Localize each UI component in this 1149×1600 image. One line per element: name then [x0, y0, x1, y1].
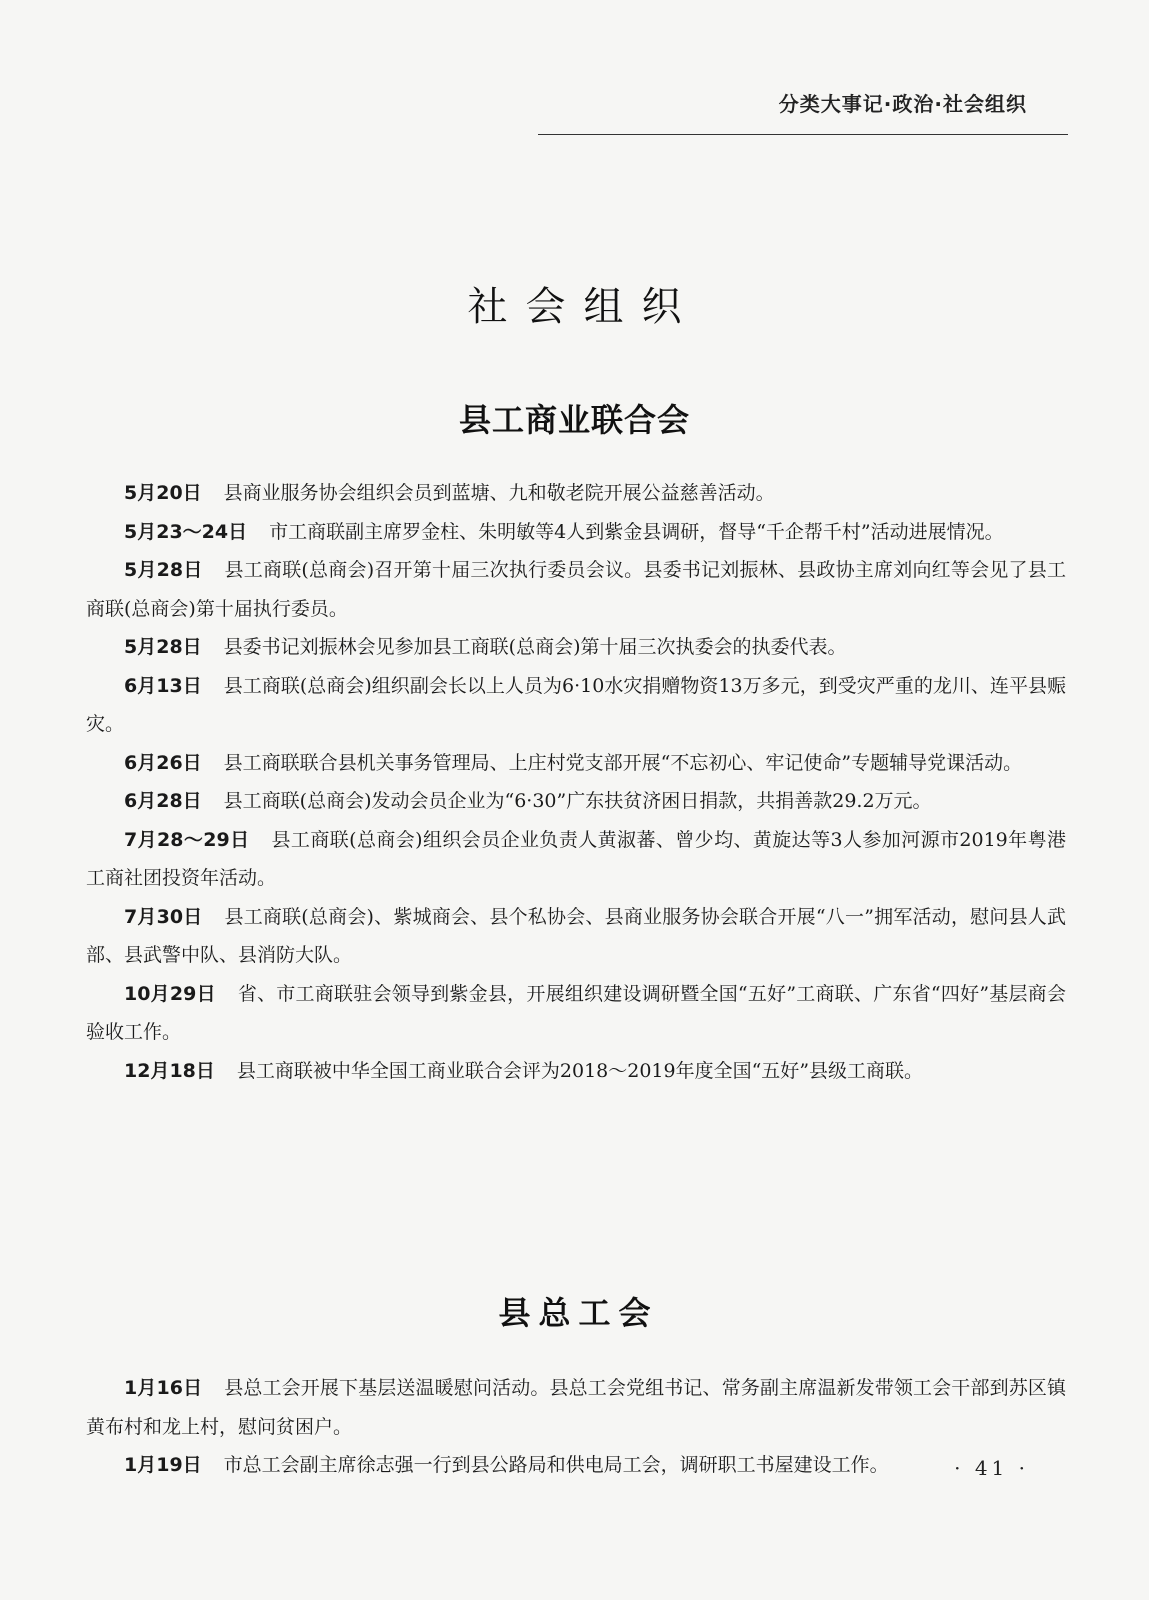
entry-text: 县委书记刘振林会见参加县工商联(总商会)第十届三次执委会的执委代表。: [223, 636, 847, 658]
entry-date: 10月29日: [124, 982, 216, 1005]
federation-entries: [86, 474, 1066, 1090]
entry-text: 县工商联(总商会)发动会员企业为“6·30”广东扶贫济困日捐款，共捐善款29.2万元。: [223, 790, 932, 812]
entry-date: 7月28～29日: [124, 828, 250, 851]
entry-date: 5月28日: [124, 559, 203, 581]
entry-text: 县商业服务协会组织会员到蓝塘、九和敬老院开展公益慈善活动。: [223, 482, 775, 504]
entry-text: 县工商联(总商会)、紫城商会、县个私协会、县商业服务协会联合开展“八一”拥军活动，慰问县人武部、县武警中队、县消防大队。: [86, 905, 1066, 966]
list-item: [86, 782, 1066, 821]
entry-date: 6月13日: [124, 674, 202, 697]
entry-date: 12月18日: [124, 1059, 215, 1082]
list-item: [86, 474, 1066, 513]
list-item: [86, 667, 1066, 744]
list-item: [86, 1446, 1066, 1485]
entry-date: 6月28日: [124, 790, 202, 812]
entry-text: 县工商联(总商会)组织会员企业负责人黄淑蕃、曾少均、黄旋达等3人参加河源市2019年粤港工商社团投资年活动。: [86, 828, 1066, 889]
entry-text: 县工商联联合县机关事务管理局、上庄村党支部开展“不忘初心、牢记使命”专题辅导党课活动。: [223, 751, 1023, 774]
chapter-title: 社会组织: [467, 284, 700, 330]
page-number: · 41 ·: [954, 1456, 1029, 1480]
entry-date: 5月28日: [124, 636, 202, 658]
list-item: [86, 898, 1066, 975]
entry-date: 1月16日: [124, 1377, 203, 1399]
trade-union-entries: [86, 1369, 1066, 1485]
entry-date: 5月20日: [124, 482, 202, 504]
list-item: [86, 628, 1066, 667]
entry-date: 1月19日: [124, 1454, 202, 1476]
list-item: [86, 975, 1066, 1052]
list-item: [86, 1052, 1066, 1091]
list-item: [86, 1369, 1066, 1446]
entry-text: 县工商联(总商会)召开第十届三次执行委员会议。县委书记刘振林、县政协主席刘向红等会见了县工商联(总商会)第十届执行委员。: [86, 559, 1066, 620]
entry-text: 省、市工商联驻会领导到紫金县，开展组织建设调研暨全国“五好”工商联、广东省“四好”基层商会验收工作。: [86, 982, 1066, 1043]
list-item: [86, 551, 1066, 628]
list-item: [86, 744, 1066, 783]
entry-date: 5月23～24日: [124, 520, 248, 543]
section-title-trade-union: 县总工会: [498, 1294, 659, 1332]
entry-text: 县总工会开展下基层送温暖慰问活动。县总工会党组书记、常务副主席温新发带领工会干部到苏区镇黄布村和龙上村，慰问贫困户。: [86, 1377, 1066, 1438]
entry-text: 县工商联(总商会)组织副会长以上人员为6·10水灾捐赠物资13万多元，到受灾严重的龙川、连平县赈灾。: [86, 674, 1066, 735]
list-item: [86, 821, 1066, 898]
section-title-federation: 县工商业联合会: [458, 401, 690, 439]
entry-text: 县工商联被中华全国工商业联合会评为2018～2019年度全国“五好”县级工商联。: [236, 1059, 924, 1082]
running-head: 分类大事记·政治·社会组织: [778, 92, 1027, 116]
list-item: [86, 513, 1066, 552]
entry-date: 7月30日: [124, 905, 203, 928]
entry-text: 市总工会副主席徐志强一行到县公路局和供电局工会，调研职工书屋建设工作。: [223, 1454, 889, 1476]
entry-text: 市工商联副主席罗金柱、朱明敏等4人到紫金县调研，督导“千企帮千村”活动进展情况。: [269, 520, 1004, 543]
header-rule: [538, 134, 1068, 135]
entry-date: 6月26日: [124, 751, 202, 774]
